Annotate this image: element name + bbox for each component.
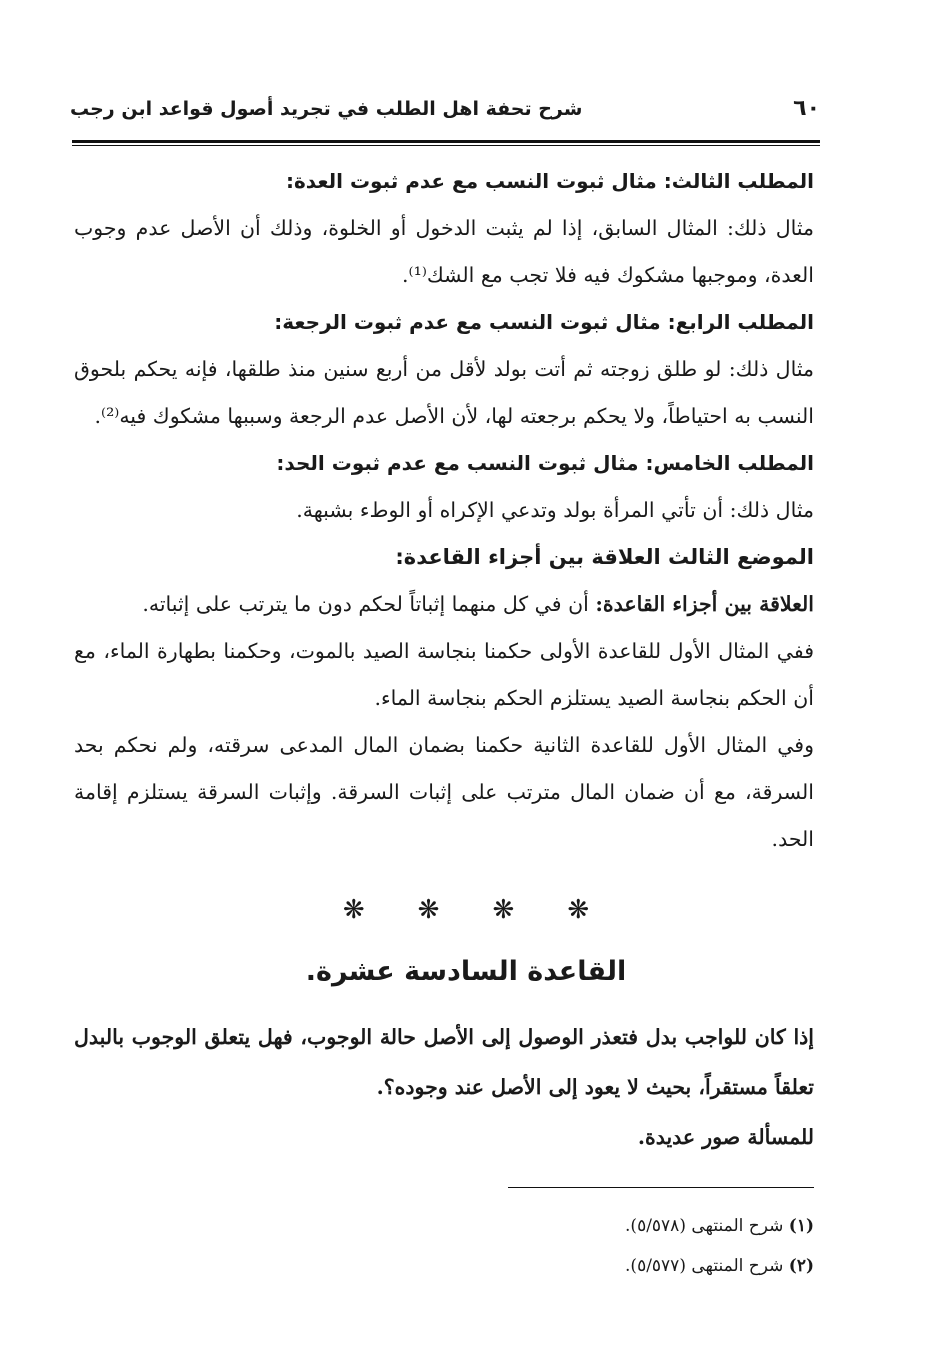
book-title: شرح تحفة اهل الطلب في تجريد أصول قواعد ابن رجب [70, 98, 583, 120]
paragraph: ففي المثال الأول للقاعدة الأولى حكمنا بنجاسة الصيد بالموت، وحكمنا بطهارة الماء، مع أن الحكم بنجاسة الصيد يستلزم الحكم بنجاسة الماء. [74, 639, 814, 710]
paragraph: وفي المثال الأول للقاعدة الثانية حكمنا بضمان المال المدعى سرقته، ولم نحكم بحد السرقة، مع أن ضمان المال مترتب على إثبات السرقة. وإثبات السرقة يستلزم إقامة الحد. [74, 733, 814, 851]
paragraph: إذا كان للواجب بدل فتعذر الوصول إلى الأصل حالة الوجوب، فهل يتعلق الوجوب بالبدل تعلقاً مستقراً، بحيث لا يعود إلى الأصل عند وجوده؟. [74, 1025, 814, 1099]
footnotes [300, 1206, 814, 1286]
paragraph: للمسألة صور عديدة. [637, 1125, 814, 1149]
footnote-rule [508, 1187, 814, 1188]
footnote-text: شرح المنتهى (٥/٥٧٧). [625, 1256, 789, 1276]
star-icon: ❋ [342, 895, 365, 925]
paragraph: مثال ذلك: أن تأتي المرأة بولد وتدعي الإكراه أو الوطء بشبهة. [296, 498, 814, 522]
relation-lead: العلاقة بين أجزاء القاعدة: [595, 592, 814, 616]
section-heading: المطلب الرابع: مثال ثبوت النسب مع عدم ثبوت الرجعة: [274, 310, 814, 334]
star-icon: ❋ [567, 895, 590, 925]
footnote-number: (١) [788, 1216, 814, 1236]
running-header [70, 96, 820, 130]
page-number: ٦٠ [793, 96, 820, 121]
footnote [300, 1206, 814, 1246]
rule-text [74, 1012, 814, 1162]
section-heading: الموضع الثالث العلاقة بين أجزاء القاعدة: [395, 545, 814, 569]
paragraph: مثال ذلك: لو طلق زوجته ثم أتت بولد لأقل من أربع سنين منذ طلقها، فإنه يحكم بلحوق النسب به احتياطاً، ولا يحكم برجعته لها، لأن الأصل عدم الرجعة وسببها مشكوك فيه⁽²⁾. [74, 357, 814, 428]
paragraph [74, 581, 814, 628]
section-heading: المطلب الخامس: مثال ثبوت النسب مع عدم ثبوت الحد: [276, 451, 814, 475]
footnote-text: شرح المنتهى (٥/٥٧٨). [625, 1216, 789, 1236]
star-icon: ❋ [417, 895, 440, 925]
star-icon: ❋ [492, 895, 515, 925]
header-rule [72, 140, 820, 146]
rule-title: القاعدة السادسة عشرة. [305, 956, 627, 987]
section-separator [0, 895, 932, 925]
main-text [74, 158, 814, 863]
footnote-number: (٢) [788, 1256, 814, 1276]
relation-text: أن في كل منهما إثباتاً لحكم دون ما يترتب على إثباته. [142, 592, 596, 616]
footnote [300, 1246, 814, 1286]
paragraph: مثال ذلك: المثال السابق، إذا لم يثبت الدخول أو الخلوة، وذلك أن الأصل عدم وجوب العدة، وموجبها مشكوك فيه فلا تجب مع الشك⁽¹⁾. [74, 216, 814, 287]
section-heading: المطلب الثالث: مثال ثبوت النسب مع عدم ثبوت العدة: [285, 169, 814, 193]
